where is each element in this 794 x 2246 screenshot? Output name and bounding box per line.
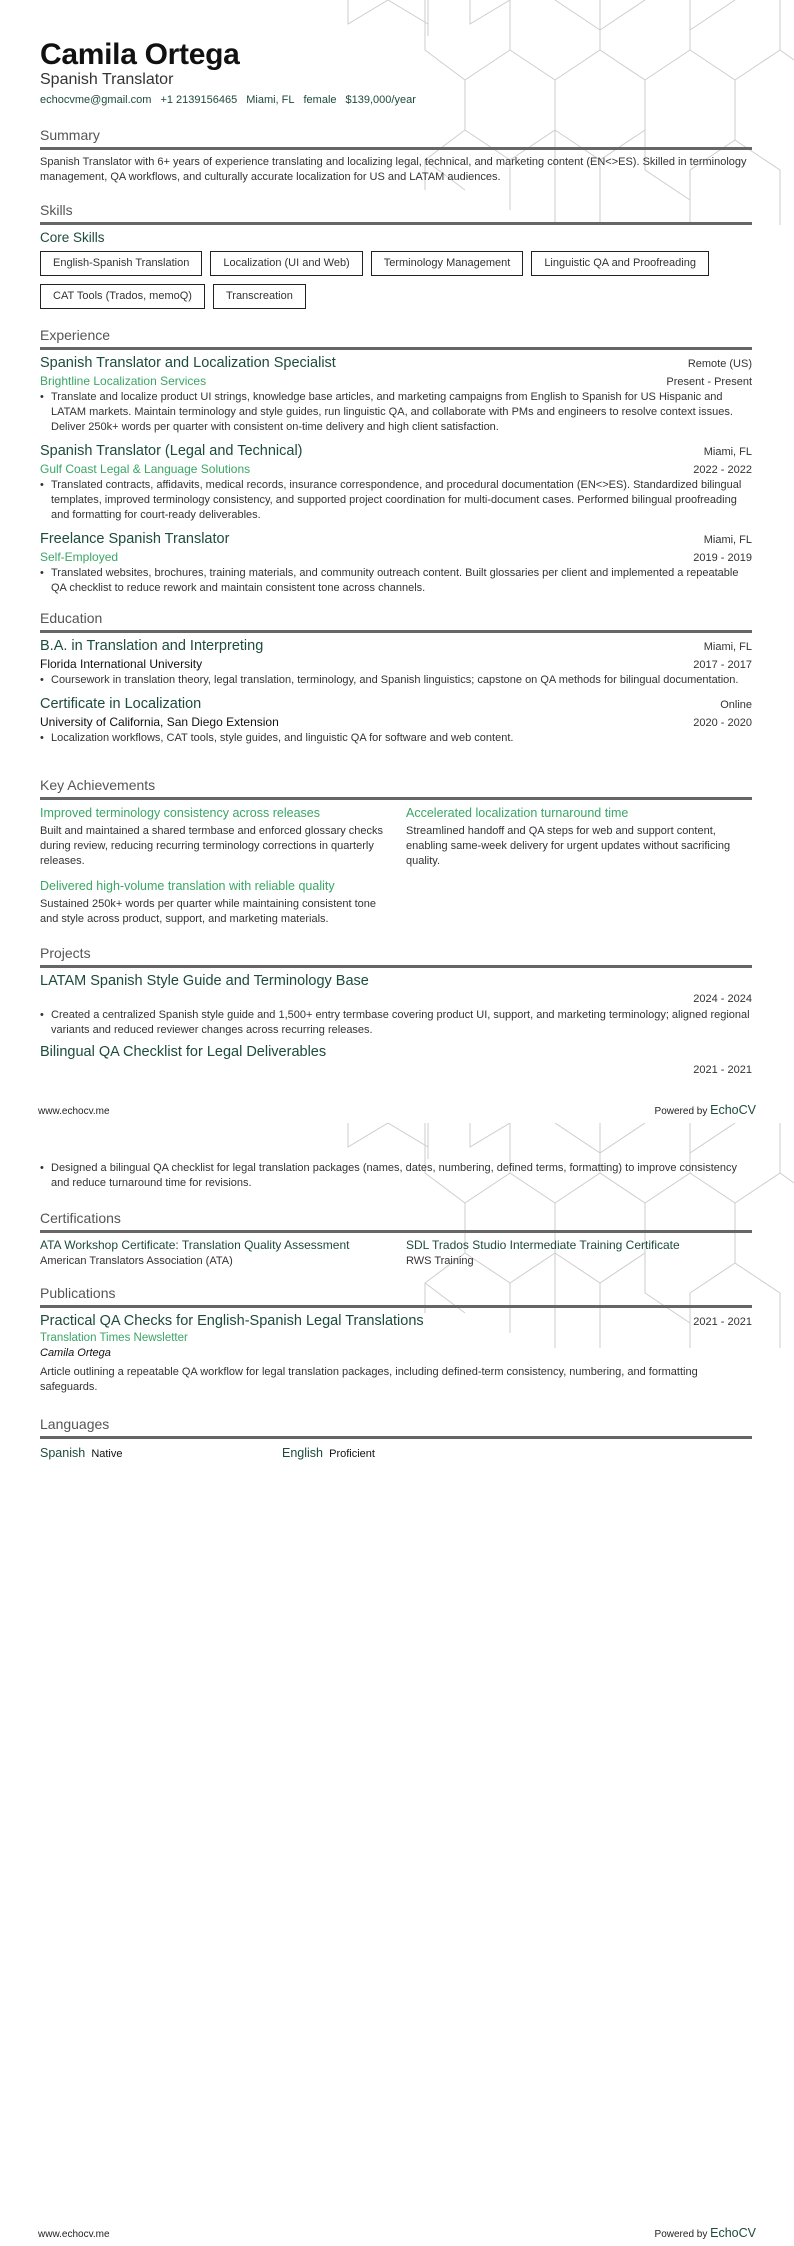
section-heading: Education [40, 610, 103, 626]
page-footer [38, 1103, 756, 1117]
skill-group-title: Core Skills [40, 230, 105, 245]
achievement-text: Streamlined handoff and QA steps for web and support content, enabling same-week delivery for urgent updates without sacrificing quality. [406, 825, 731, 867]
publication-dates: 2021 - 2021 [693, 1316, 752, 1328]
section-divider [40, 1436, 752, 1439]
powered-by-label: Powered by [654, 2229, 708, 2240]
job-entry [40, 530, 752, 596]
skill-chip: Terminology Management [371, 251, 524, 276]
section-divider [40, 965, 752, 968]
publication-entry [40, 1312, 752, 1395]
language-level: Proficient [329, 1448, 375, 1460]
job-company: Gulf Coast Legal & Language Solutions [40, 462, 251, 476]
section-divider [40, 1230, 752, 1233]
contact-salary: $139,000/year [345, 94, 416, 106]
job-title: Spanish Translator and Localization Specialist [40, 355, 336, 371]
language-item [40, 1444, 282, 1462]
job-location: Miami, FL [703, 446, 752, 458]
achievements-section [40, 776, 752, 927]
section-heading: Summary [40, 127, 100, 143]
certification-issuer: RWS Training [406, 1255, 474, 1267]
resume-page-2 [0, 1123, 794, 2246]
page-footer [38, 2226, 756, 2240]
job-bullet: • Translated websites, brochures, training materials, and community outreach content. Built glossaries per client and implemented a repeatable QA checklist to reduce rework and maintain consistent tone across channels. [40, 566, 752, 596]
achievement-item [40, 877, 386, 927]
section-heading: Certifications [40, 1210, 121, 1226]
publication-author: Camila Ortega [40, 1347, 111, 1359]
section-divider [40, 630, 752, 633]
degree: Certificate in Localization [40, 696, 202, 712]
experience-section [40, 326, 752, 596]
section-divider [40, 222, 752, 225]
footer-site-link[interactable]: www.echocv.me [38, 2229, 110, 2240]
job-title: Spanish Translator (Legal and Technical) [40, 443, 303, 459]
candidate-title: Spanish Translator [40, 71, 174, 88]
project-entry [40, 972, 752, 1038]
candidate-name: Camila Ortega [40, 38, 240, 71]
publications-section [40, 1284, 752, 1395]
job-company: Self-Employed [40, 550, 119, 564]
languages-section [40, 1415, 752, 1462]
job-dates: 2019 - 2019 [693, 552, 752, 564]
achievement-title: Delivered high-volume translation with reliable quality [40, 879, 335, 893]
brand-logo[interactable]: EchoCV [710, 1103, 756, 1117]
language-name: Spanish [40, 1446, 86, 1460]
language-name: English [282, 1446, 323, 1460]
job-location: Miami, FL [703, 534, 752, 546]
skill-chip: English-Spanish Translation [40, 251, 202, 276]
job-dates: 2022 - 2022 [693, 464, 752, 476]
section-heading: Publications [40, 1285, 116, 1301]
project-entry [40, 1043, 752, 1079]
section-divider [40, 1305, 752, 1308]
certification-item [406, 1236, 752, 1269]
education-bullet: • Coursework in translation theory, legal translation, terminology, and Spanish linguistics; capstone on QA methods for bilingual documentation. [40, 673, 752, 688]
certifications-section [40, 1209, 752, 1269]
publication-title: Practical QA Checks for English-Spanish Legal Translations [40, 1313, 424, 1329]
powered-by [655, 2226, 756, 2240]
project-title: LATAM Spanish Style Guide and Terminology Base [40, 973, 369, 989]
certification-name: SDL Trados Studio Intermediate Training Certificate [406, 1238, 680, 1252]
skill-chip: Linguistic QA and Proofreading [531, 251, 709, 276]
job-entry [40, 354, 752, 435]
education-entry [40, 637, 752, 688]
project-bullet: • Designed a bilingual QA checklist for legal translation packages (names, dates, numbering, defined terms, formatting) to improve consistency and reduce turnaround time for revisions. [40, 1161, 752, 1191]
project-title: Bilingual QA Checklist for Legal Deliverables [40, 1044, 327, 1060]
job-bullet: • Translated contracts, affidavits, medical records, insurance correspondence, and procedural documentation (EN<>ES). Standardized bilingual templates, improved terminology consistency, and supported project coordination for multi-document cases. Performed bilingual proofreading and formatting for court-ready deliverables. [40, 478, 752, 523]
powered-by [655, 1103, 756, 1117]
project-bullet: • Created a centralized Spanish style guide and 1,500+ entry termbase covering product UI, support, and marketing terminology; aligned regional variants and reduced reviewer changes across recurring releases. [40, 1008, 752, 1038]
job-dates: Present - Present [666, 376, 752, 388]
brand-logo[interactable]: EchoCV [710, 2226, 756, 2240]
skill-chip: CAT Tools (Trados, memoQ) [40, 284, 205, 309]
summary-text: Spanish Translator with 6+ years of experience translating and localizing legal, technical, and marketing content (EN<>ES). Skilled in terminology management, QA workflows, and culturally accurate localization for US and LATAM audiences. [40, 156, 747, 183]
contact-phone[interactable]: +1 2139156465 [160, 94, 238, 106]
section-divider [40, 347, 752, 350]
achievement-text: Sustained 250k+ words per quarter while maintaining consistent tone and style across product, support, and marketing materials. [40, 898, 377, 925]
certification-item [40, 1236, 386, 1269]
skill-chip: Localization (UI and Web) [210, 251, 362, 276]
section-heading: Experience [40, 327, 111, 343]
education-entry [40, 695, 752, 746]
skill-chip: Transcreation [213, 284, 306, 309]
education-dates: 2017 - 2017 [693, 659, 752, 671]
achievement-item [406, 804, 752, 869]
contact-gender: female [303, 94, 337, 106]
section-heading: Projects [40, 945, 91, 961]
projects-section [40, 944, 752, 1079]
achievement-title: Accelerated localization turnaround time [406, 806, 629, 820]
language-level: Native [91, 1448, 123, 1460]
job-entry [40, 442, 752, 523]
education-location: Online [720, 699, 752, 711]
education-location: Miami, FL [703, 641, 752, 653]
footer-site-link[interactable]: www.echocv.me [38, 1106, 110, 1117]
skill-chips [40, 251, 752, 309]
certification-name: ATA Workshop Certificate: Translation Quality Assessment [40, 1238, 350, 1252]
contact-email[interactable]: echocvme@gmail.com [40, 94, 152, 106]
achievement-item [40, 804, 386, 869]
certification-issuer: American Translators Association (ATA) [40, 1255, 233, 1267]
achievement-text: Built and maintained a shared termbase and enforced glossary checks during review, reducing recurring terminology corrections in quarterly releases. [40, 825, 384, 867]
contact-info [40, 94, 425, 106]
section-heading: Languages [40, 1416, 110, 1432]
education-dates: 2020 - 2020 [693, 717, 752, 729]
education-bullet: • Localization workflows, CAT tools, style guides, and linguistic QA for software and web content. [40, 731, 752, 746]
degree: B.A. in Translation and Interpreting [40, 638, 264, 654]
summary-section [40, 126, 752, 185]
section-heading: Key Achievements [40, 777, 156, 793]
achievement-title: Improved terminology consistency across releases [40, 806, 320, 820]
job-company: Brightline Localization Services [40, 374, 207, 388]
skills-section [40, 201, 752, 309]
contact-location: Miami, FL [246, 94, 295, 106]
school: Florida International University [40, 657, 203, 671]
section-heading: Skills [40, 202, 73, 218]
section-divider [40, 797, 752, 800]
publication-text: Article outlining a repeatable QA workflow for legal translation packages, including defined-term consistency, numbering, and formatting safeguards. [40, 1366, 698, 1393]
language-list [40, 1444, 752, 1462]
powered-by-label: Powered by [654, 1106, 708, 1117]
publication-publisher: Translation Times Newsletter [40, 1332, 188, 1344]
job-location: Remote (US) [687, 358, 752, 370]
section-divider [40, 147, 752, 150]
language-item [282, 1444, 375, 1462]
project-continuation [40, 1161, 752, 1191]
education-section [40, 609, 752, 746]
project-dates: 2021 - 2021 [693, 1064, 752, 1076]
project-dates: 2024 - 2024 [693, 993, 752, 1005]
school: University of California, San Diego Extension [40, 715, 279, 729]
job-title: Freelance Spanish Translator [40, 531, 230, 547]
job-bullet: • Translate and localize product UI strings, knowledge base articles, and marketing campaigns from English to Spanish for US Hispanic and LATAM markets. Maintain terminology and style guides, run linguistic QA, and collaborate with PMs and engineers to resolve context issues. Deliver 250k+ words per quarter with consistent on-time delivery and high client satisfaction. [40, 390, 752, 435]
background-pattern [330, 0, 794, 225]
